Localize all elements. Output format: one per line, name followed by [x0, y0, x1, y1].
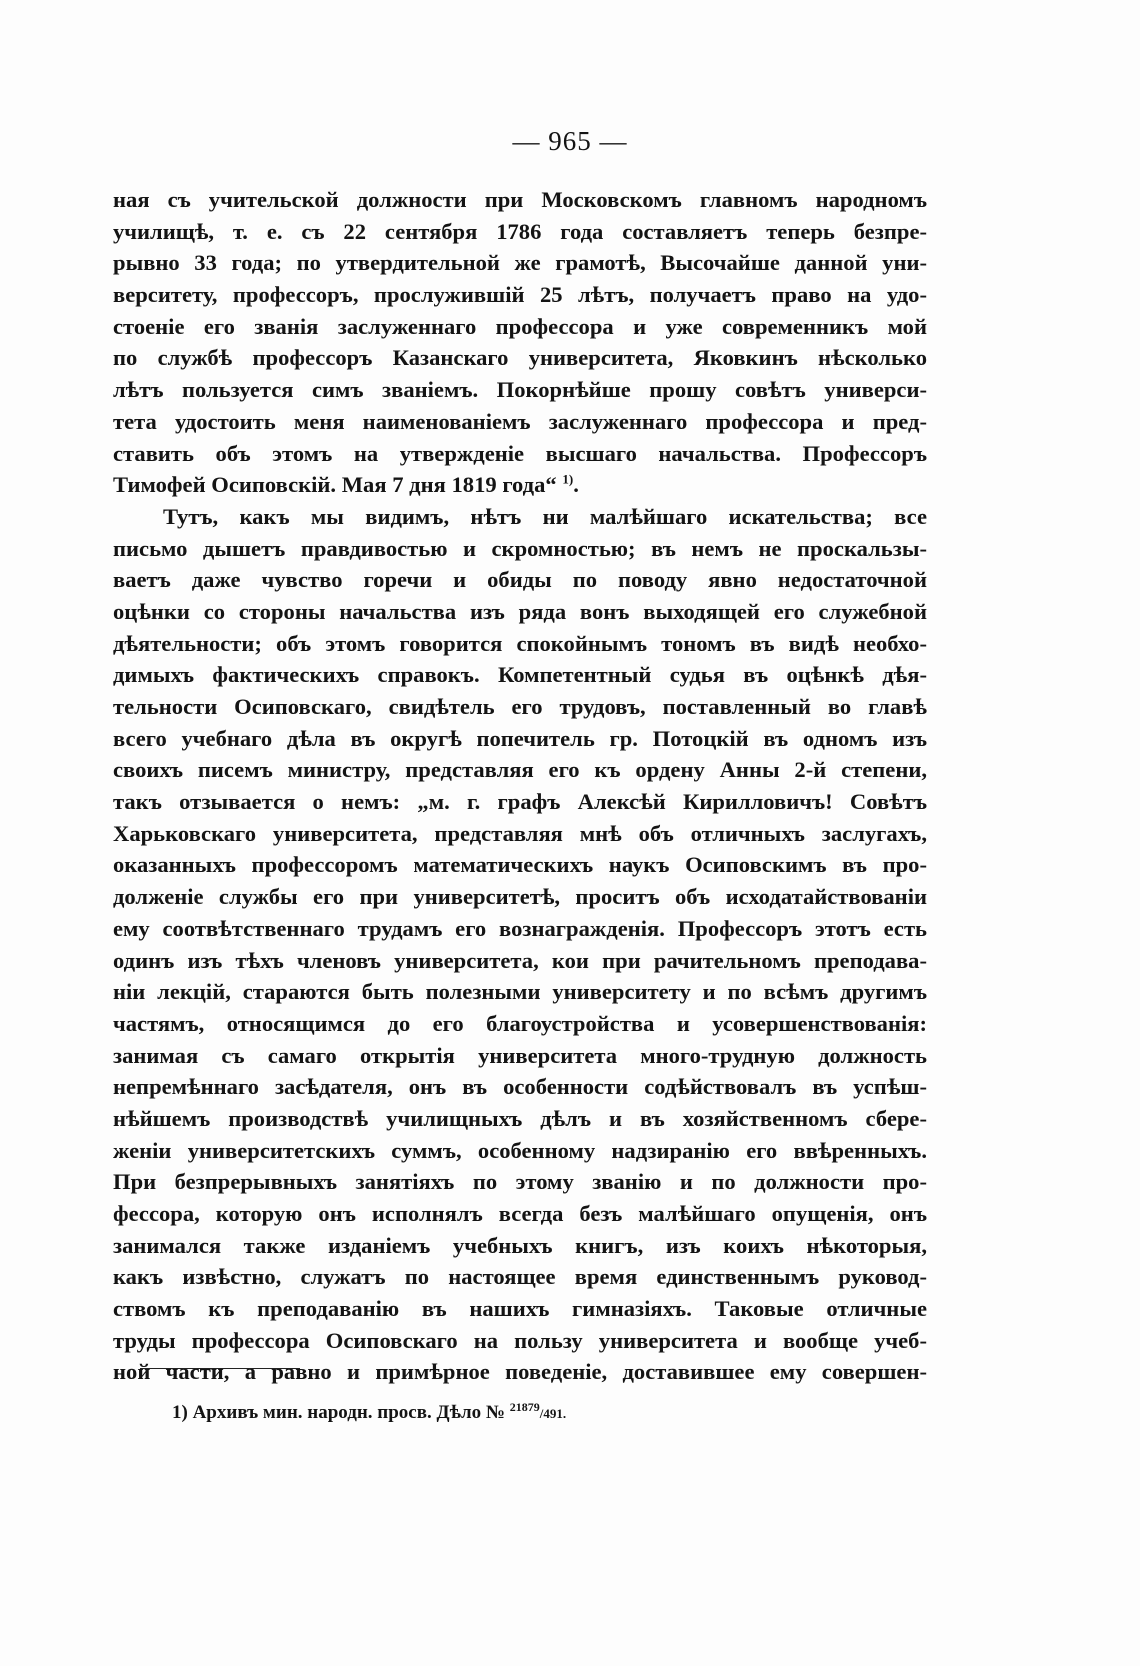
text-line: училищѣ, т. е. съ 22 сентября 1786 года составляетъ теперь безпре- [113, 218, 927, 244]
footnote-text: Архивъ мин. народн. просв. Дѣло № [192, 1402, 505, 1423]
text-line: димыхъ фактическихъ справокъ. Компетентный судья въ оцѣнкѣ дѣя- [113, 662, 927, 688]
text-line: оказанныхъ профессоромъ математическихъ наукъ Осиповскимъ въ про- [113, 852, 927, 878]
text-line: долженіе службы его при университетѣ, проситъ объ исходатайствованіи [113, 884, 927, 910]
footnote-divider [140, 1368, 300, 1369]
text-line: ствомъ къ преподаванію въ нашихъ гимназіяхъ. Таковые отличные [113, 1296, 927, 1322]
text-line: ніи лекцій, стараются быть полезными университету и по всѣмъ другимъ [113, 979, 927, 1005]
text-line: верситету, профессоръ, прослужившій 25 лѣтъ, получаетъ право на удо- [113, 282, 927, 308]
page-number: — 965 — [512, 126, 628, 156]
text-line: дѣятельности; объ этомъ говорится спокойнымъ тономъ въ видѣ необхо- [113, 630, 927, 656]
text-line: Харьковскаго университета, представляя мнѣ объ отличныхъ заслугахъ, [113, 820, 927, 846]
text-line: ему соотвѣтственнаго трудамъ его вознагражденія. Профессоръ этотъ есть [113, 915, 927, 941]
text-line: женіи университетскихъ суммъ, особенному надзиранію его ввѣренныхъ. [113, 1137, 927, 1163]
text-line-last: Тимофей Осиповскій. Мая 7 дня 1819 года“ $^{1)}$. [113, 471, 579, 498]
text-line: непремѣннаго засѣдателя, онъ въ особенности содѣйствовалъ въ успѣш- [113, 1074, 927, 1100]
text-line: частямъ, относящимся до его благоустройства и усовершенствованія: [113, 1010, 927, 1036]
text-line: ставить объ этомъ на утвержденіе высшаго начальства. Профессоръ [113, 440, 927, 466]
footnote-number-bottom: /491. [539, 1406, 567, 1421]
text-line: стоеніе его званія заслуженнаго профессора и уже современникъ мой [113, 313, 927, 339]
text-line: При безпрерывныхъ занятіяхъ по этому званію и по должности про- [113, 1169, 927, 1195]
text-line: тельности Осиповскаго, свидѣтель его трудовъ, поставленный во главѣ [113, 694, 927, 719]
footnote [172, 1392, 566, 1429]
footnote-reference: 1) [562, 471, 574, 487]
text-line: письмо дышетъ правдивостью и скромностью; въ немъ не проскальзы- [113, 535, 927, 561]
footnote-marker: 1) [172, 1402, 188, 1423]
text-line: такъ отзывается о немъ: „м. г. графъ Алексѣй Кирилловичъ! Совѣтъ [113, 789, 927, 815]
text-line: фессора, которую онъ исполнялъ всегда безъ малѣйшаго опущенія, онъ [113, 1201, 927, 1226]
text-line: рывно 33 года; по утвердительной же грамотѣ, Высочайше данной уни- [113, 250, 927, 276]
text-line: какъ извѣстно, служатъ по настоящее время единственнымъ руковод- [113, 1264, 927, 1290]
footnote-number-top: 21879 [509, 1400, 540, 1414]
body-text [113, 184, 927, 1388]
text-line: занимался также изданіемъ учебныхъ книгъ, изъ коихъ нѣкоторыя, [113, 1232, 927, 1258]
text-line: ваетъ даже чувство горечи и обиды по поводу явно недостаточной [113, 567, 927, 593]
text-line-indented: Тутъ, какъ мы видимъ, нѣтъ ни малѣйшаго искательства; все [163, 503, 927, 529]
text-line: одинъ изъ тѣхъ членовъ университета, кои при рачительномъ преподава- [113, 947, 927, 973]
text-line: своихъ писемъ министру, представляя его къ ордену Анны 2-й степени, [113, 757, 927, 783]
text-line: труды профессора Осиповскаго на пользу университета и вообще учеб- [113, 1327, 927, 1353]
text-line: тета удостоить меня наименованіемъ заслуженнаго профессора и пред- [113, 408, 927, 434]
text-line: всего учебнаго дѣла въ округѣ попечитель гр. Потоцкій въ одномъ изъ [113, 725, 927, 751]
text-line: по службѣ профессоръ Казанскаго университета, Яковкинъ нѣсколько [113, 345, 927, 371]
text-line: лѣтъ пользуется симъ званіемъ. Покорнѣйше прошу совѣтъ универси- [113, 377, 927, 403]
text-line: ная съ учительской должности при Московскомъ главномъ народномъ [113, 187, 927, 212]
text-line: ной части, а равно и примѣрное поведеніе, доставившее ему совершен- [113, 1359, 927, 1385]
text-line-content: Тимофей Осиповскій. Мая 7 дня 1819 года“ [113, 472, 557, 498]
text-line: нѣйшемъ производствѣ училищныхъ дѣлъ и въ хозяйственномъ сбере- [113, 1105, 927, 1131]
text-line: оцѣнки со стороны начальства изъ ряда вонъ выходящей его служебной [113, 598, 927, 624]
text-line: занимая съ самаго открытія университета много-трудную должность [113, 1042, 927, 1068]
